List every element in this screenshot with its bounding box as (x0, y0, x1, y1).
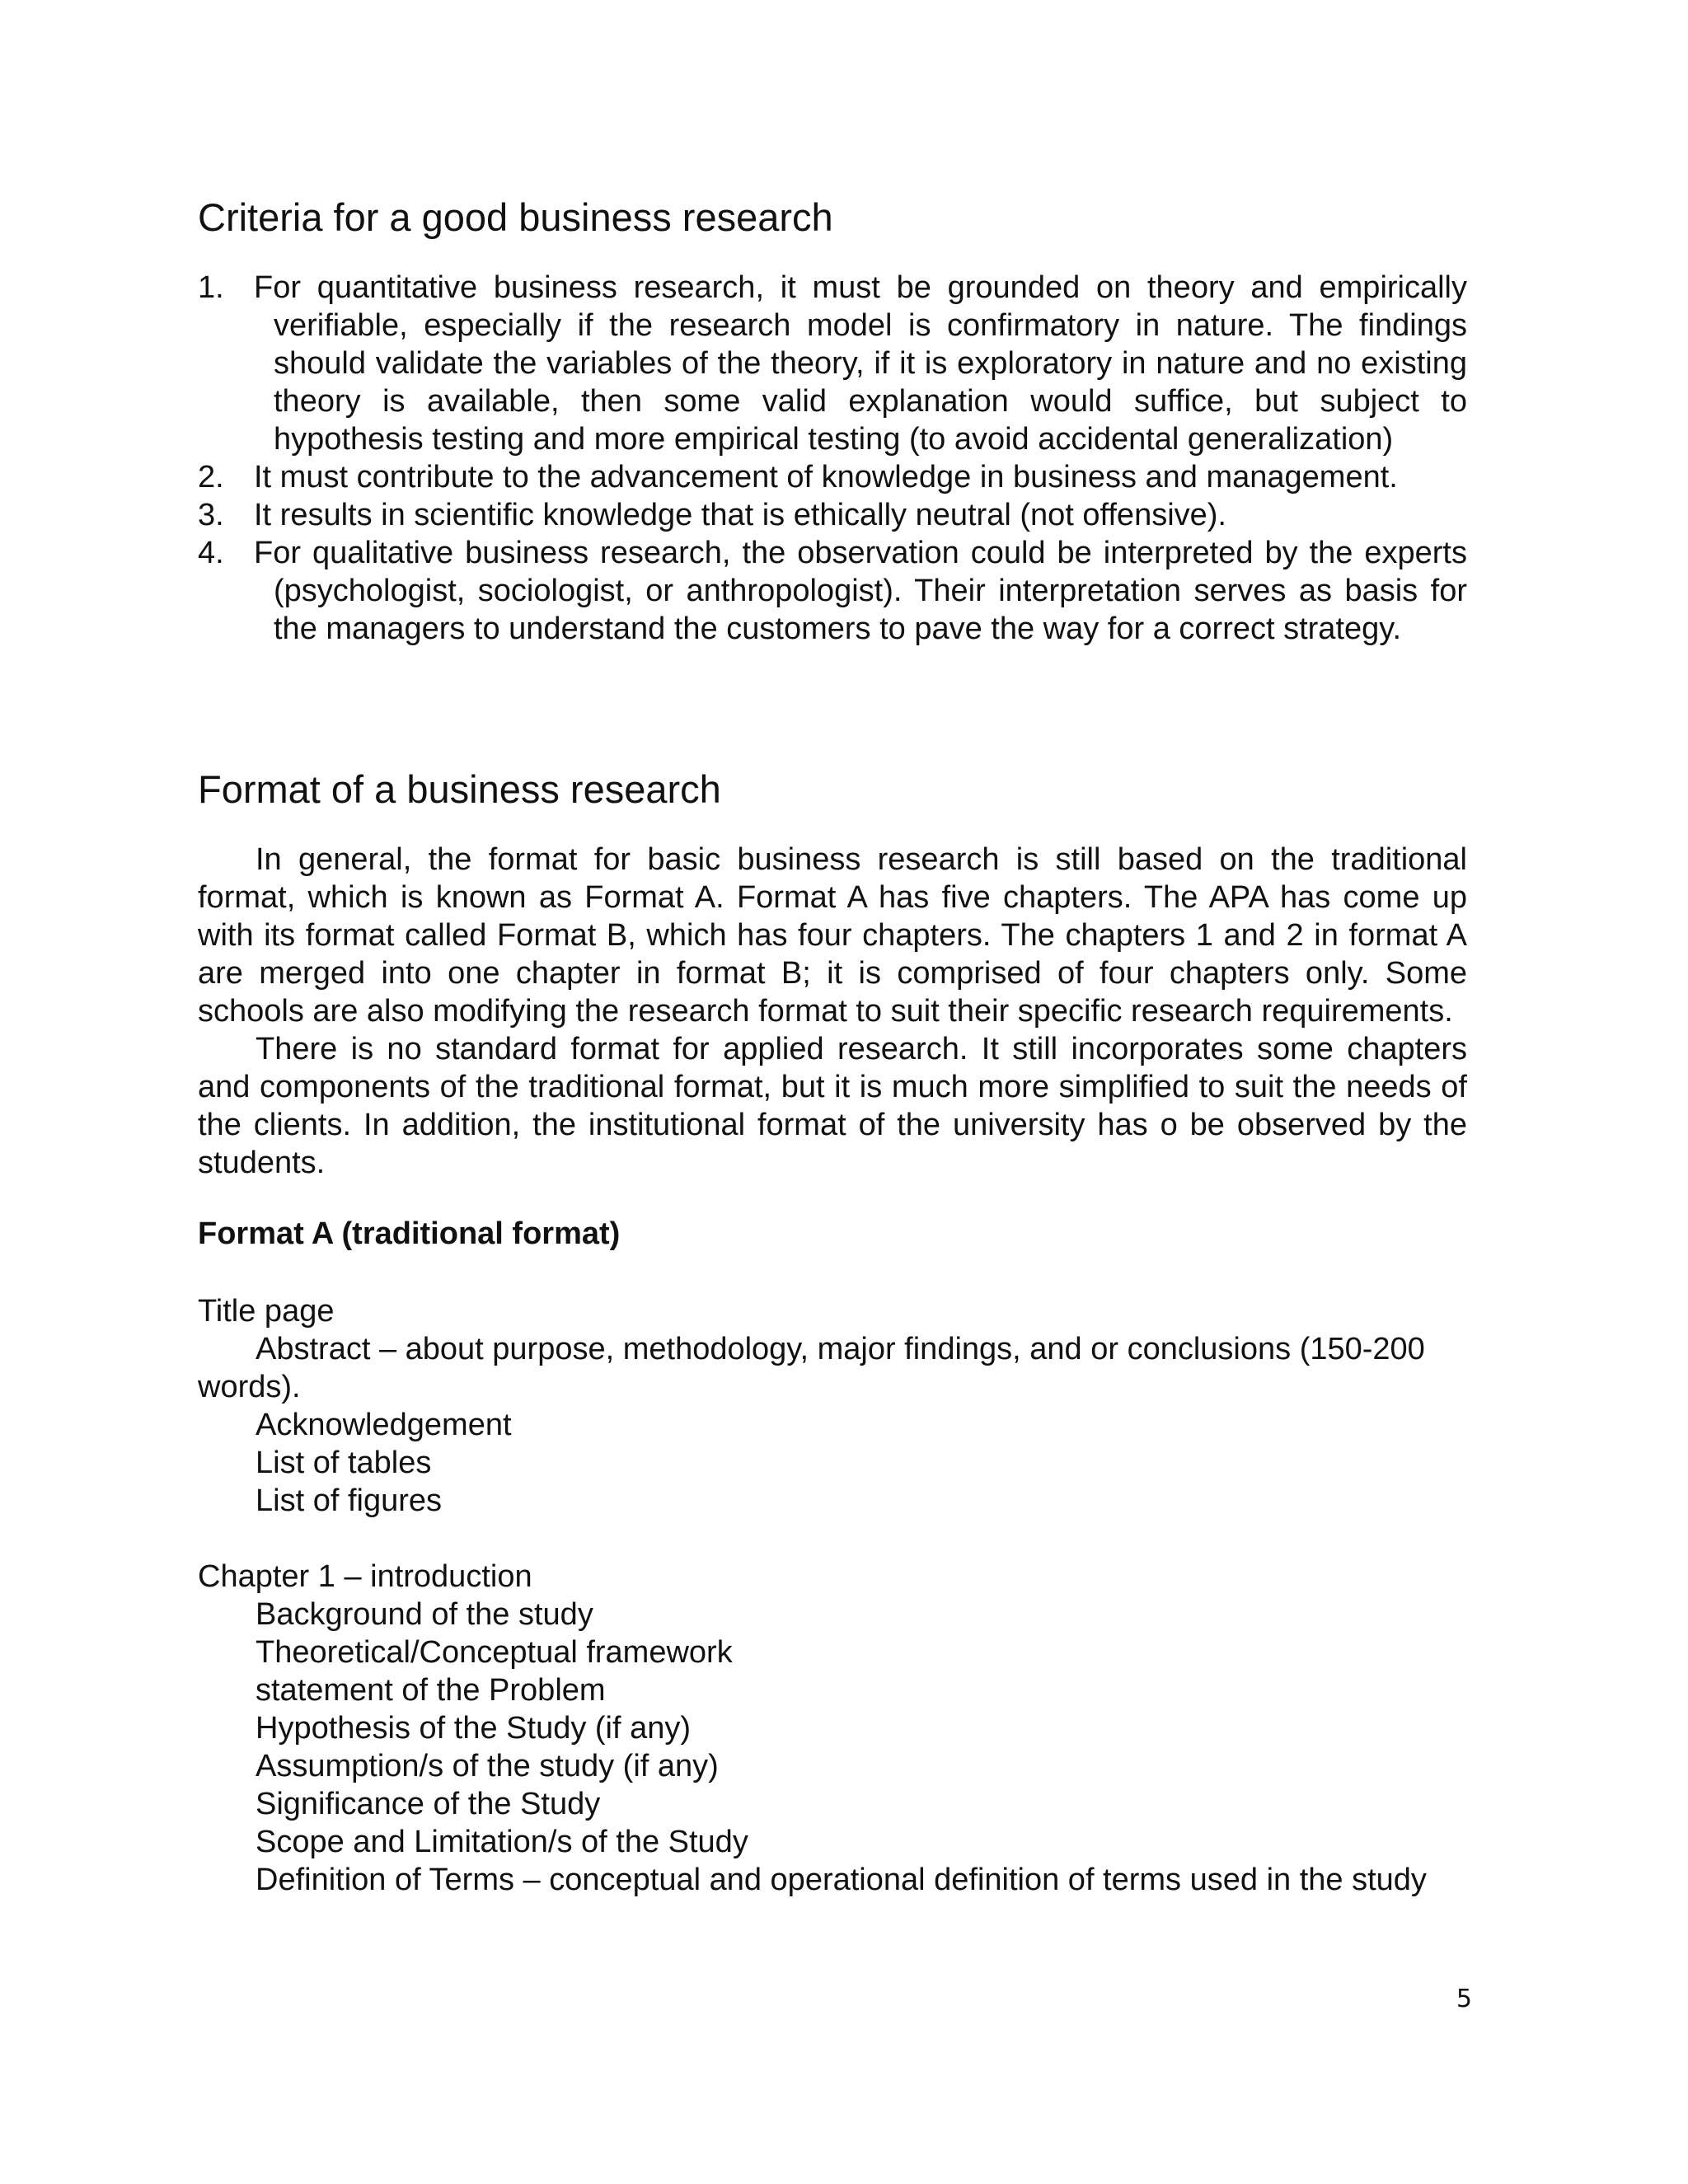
criteria-item (198, 496, 1467, 534)
criteria-item-text: It results in scientific knowledge that is ethically neutral (not offensive). (254, 498, 1226, 532)
chapter-1-block (198, 1558, 1467, 1899)
outline-item: Hypothesis of the Study (if any) (256, 1711, 692, 1746)
criteria-item (198, 534, 1467, 648)
body-paragraph: There is no standard format for applied research. It still incorporates some chapters and components of the traditional format, but it is much more simplified to suit the needs of the clients. In addition, the institutional format of the university has o be observed by the students. (198, 1032, 1467, 1180)
criteria-item (198, 269, 1467, 458)
outline-item: List of tables (256, 1446, 432, 1480)
criteria-item-number: 3. (198, 498, 224, 532)
outline-item: List of figures (256, 1483, 442, 1518)
format-a-subheading: Format A (traditional format) (198, 1216, 621, 1251)
outline-item: Assumption/s of the study (if any) (256, 1749, 719, 1783)
criteria-item-number: 2. (198, 460, 224, 494)
chapter-1-title: Chapter 1 – introduction (198, 1559, 532, 1594)
outline-item: Scope and Limitation/s of the Study (256, 1825, 748, 1859)
outline-item: Abstract – about purpose, methodology, major findings, and or conclusions (150-200 words). (198, 1332, 1425, 1404)
criteria-item-text: For quantitative business research, it must be grounded on theory and empirically verifiable, especially if the research model is confirmatory in nature. The findings should validate the variables of the theory, if it is exploratory in nature and no existing theory is available, then some valid explanation would suffice, but subject to hypothesis testing and more empirical testing (to avoid accidental generalization) (254, 270, 1467, 457)
page-number: 5 (1456, 1985, 1472, 2013)
body-paragraph: In general, the format for basic business research is still based on the traditional format, which is known as Format A. Format A has five chapters. The APA has come up with its format called Format B, which has four chapters. The chapters 1 and 2 in format A are merged into one chapter in format B; it is comprised of four chapters only. Some schools are also modifying the research format to suit their specific research requirements. (198, 842, 1467, 1029)
page-content (198, 194, 1467, 1899)
criteria-list (198, 269, 1467, 648)
outline-item: Definition of Terms – conceptual and operational definition of terms used in the study (256, 1863, 1427, 1897)
format-outline (198, 1292, 1467, 1899)
outline-item: Background of the study (256, 1597, 593, 1632)
outline-item: Theoretical/Conceptual framework (256, 1635, 733, 1670)
outline-title-page: Title page (198, 1294, 335, 1329)
outline-item: Significance of the Study (256, 1787, 601, 1821)
criteria-item-number: 1. (198, 270, 224, 305)
criteria-item-text: For qualitative business research, the observation could be interpreted by the experts (psychologist, sociologist, or anthropologist). Their interpretation serves as basis for the managers to understand the customers to pave the way for a correct strategy. (254, 536, 1467, 646)
criteria-item-number: 4. (198, 536, 224, 570)
format-heading: Format of a business research (198, 767, 721, 811)
criteria-heading: Criteria for a good business research (198, 195, 833, 239)
criteria-item-text: It must contribute to the advancement of knowledge in business and management. (254, 460, 1398, 494)
outline-item: Acknowledgement (256, 1408, 512, 1442)
outline-item: statement of the Problem (256, 1673, 606, 1708)
criteria-item (198, 458, 1467, 496)
